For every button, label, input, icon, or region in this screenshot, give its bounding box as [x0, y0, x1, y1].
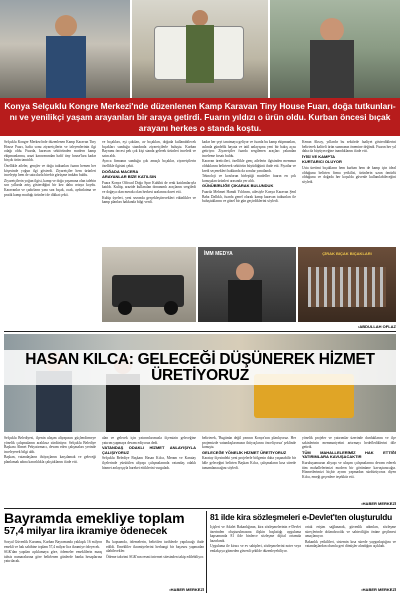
bottom-right-headline: 81 ilde kira sözleşmeleri e-Devlet'ten oluşturuldu: [210, 512, 392, 522]
middle-col-4: [302, 436, 396, 500]
paragraph: Ayrıca firmanın sunduğu çok amaçlı bıçaklar, ziyaretçilerin özellikle ilgisini çekti.: [102, 159, 196, 168]
paragraph: alan ve gelecek için yatırımlarımızla ilçemizin geleceğine yatırım yapmaya devam ediyoruz dedi.: [102, 436, 196, 445]
person-figure: [320, 18, 344, 42]
paragraph: Kenan Aksoy, yıllardır bu sektörde faaliyet gösterdiklerini belirterek kaliteli ürün sunmanın önemine değindi. Fuarın her yıl daha da büyüyeceğine inandıklarını ifade etti.: [302, 140, 396, 154]
photo-offroad-vehicle: [102, 247, 196, 322]
paragraph: Ziyaretçilerin yoğun ilgisi, kamp ve doğa yaşamına olan talebin son yıllarda artış gösterdiğini bir kez daha ortaya koydu. Karavanlar ve çadırların yanı sıra bıçak, ocak, aydınlatma ve pratik kamp mutfağı ürünleri de dikkat çekti.: [4, 178, 96, 197]
paragraph: Ödeme takvimi SGK'nın resmi internet sitesinden takip edilebiliyor.: [106, 554, 204, 559]
middle-col-1: [4, 436, 96, 506]
top-story-col-4: [302, 140, 396, 245]
knife-display: [308, 267, 386, 307]
middle-col-2: [102, 436, 196, 506]
paragraph: Özellikle aileler, gençler ve doğa tutkunları fuarın hemen her köşesinde yoğun ilgi gösterdi. Ziyaretçiler hem ürünleri inceleyip hem de satıcılarla birebir görüşme imkânı buldu.: [4, 163, 96, 178]
middle-col-3: [202, 436, 296, 506]
paragraph: belirterek, 'Bugünün değil yarının Konya'sını planlıyoruz. Her projemizde vatandaşlarımızın ihtiyaçlarını önceliyoruz' şeklinde konuştu.: [202, 436, 296, 450]
subheading: GELECEĞE YÖNELİK HİZMET ÜRETİYORUZ: [202, 449, 287, 455]
subheading: DOĞADA MACERA: [102, 168, 139, 174]
paragraph: Sosyal Güvenlik Kurumu, Kurban Bayramında yaklaşık 16 milyon emekli ve hak sahibine toplam 57,4 milyar lira ikramiye ödeyecek.: [4, 540, 102, 549]
paragraph: Başkan, vatandaşların ihtiyaçlarını karşılamak ve geleceği planlamak adına kararlılıkla çalıştıklarını ifade etti.: [4, 455, 96, 464]
wheel: [164, 301, 178, 315]
top-story-banner: Konya Selçuklu Kongre Merkezi'nde düzenlenen Kamp Karavan Tiny House Fuarı, doğa tutkunları-nı ve yenilikçi yaşam arayanları bir araya getirdi. Fuarın yıldızı o ürün oldu. Kurban öncesi bıçak arayanı herkes o standa koştu.: [0, 98, 400, 136]
top-story-byline: •ABDULLAH OFLAZ: [357, 324, 396, 329]
person-body: [228, 280, 262, 322]
paragraph: yönelik projeler ve yatırımlar üzerinde durduklarını ve ilçe sakinlerinin memnuniyetini artırmayı hedeflediklerini dile getirdi.: [302, 436, 396, 450]
paragraph: Kulüp üyeleri, yeni sezonda gerçekleştirecekleri etkinlikler ve kamp planları hakkında bilgi verdi.: [102, 195, 196, 205]
top-photo-2: [132, 0, 268, 98]
divider: [4, 331, 396, 332]
bottom-left-col-2: [106, 540, 204, 586]
top-photo-3: [270, 0, 400, 98]
paragraph: Karatay ilçesindeki yeni projelerle bölgenin daha yaşanabilir bir hâle geleceğini belirten Başkan Kılca, çalışmaların kısa sürede tamamlanacağını söyledi.: [202, 456, 296, 470]
subheading: TÜM MAHALLELERİMİZ HAK ETTİĞİ YATIRIMLARA KAVUŞACAKTIR: [302, 449, 396, 460]
wheel: [118, 301, 132, 315]
bottom-right-col-1: [210, 525, 301, 592]
photo-knife-stand: [298, 247, 396, 322]
paragraph: Bakanlık yetkilileri, sistemin kısa sürede yaygınlaştığını ve vatandaşlardan olumlu geri dönüşler alındığını açıkladı.: [305, 539, 396, 549]
subheading: ARAYANLAR BİZE KATILSIN: [102, 174, 157, 180]
top-story-col-1: [4, 140, 96, 245]
subheading: GÜNÜBİRLİĞE ÇIKARAK BULUNDUK: [202, 183, 274, 189]
paragraph: kadar her şeyi tanıtmaya geliyor ve fuarda bu kamp ekipmanları, aslında gündelik hayata ve tatil anlayışına yeni bir bakış açısı getiriyor. Ziyaretçiler fuarda sergilenen araçları yakından inceleme fırsatı buldu.: [202, 140, 296, 158]
paragraph: Karavan üreticileri, özellikle genç ailelerin ilgisinden memnun olduklarını belirterek sektörün büyüdüğünü ifade etti. Fiyatlar ve kredi seçenekleri hakkında da sorular yanıtlandı.: [202, 159, 296, 173]
top-story-col-3: [202, 140, 296, 245]
top-story-col-2: [102, 140, 196, 245]
paragraph: ve bıçakları, eşi çakıları, av bıçakları, doğada kullanabilecek bıçakları sunduğu standında ziyaretçilerle buluştu. Kurban Bayramı öncesi pek çok kişi standa gelerek ürünleri inceledi ve satın aldı.: [102, 140, 196, 158]
paragraph: Fuara Konya Offroad Doğa Spor Kulübü de renk katılımlarıyla katıldı. Kulüp, arazide kullanılan donanımlı araçlarını sergiledi ve doğaya olan merakı olan herkesi aralarına davet etti.: [102, 180, 196, 194]
top-photo-1: [0, 0, 130, 98]
paragraph: Bu kapsamda, ödemelerin, belirtilen tarihlerde yapılacağı ifade edildi. Emekliler ikramiyelerini herhangi bir başvuru yapmadan alabilecekler.: [106, 540, 204, 554]
paragraph: Selçuklu Belediye Başkanı Hasan Kılca, Meram ve Karatay ilçelerinde yürütülen altyapı çalışmalarında vatandaş odaklı hizmet anlayışıyla hareket ettiklerini vurguladı.: [102, 456, 196, 470]
paragraph: Uygulama ile kiracı ve ev sahipleri, sözleşmelerini noter veya emlakçıya gitmeden güvenli şekilde düzenleyebiliyor.: [210, 544, 301, 553]
paragraph: İçişleri ve Adalet Bakanlığının, kira sözleşmelerinin e-Devlet üzerinden oluşturulmasına ilişkin başlattığı uygulama kapsamında 81 ilde binlerce sözleşme dijital ortamda hazırlandı.: [210, 525, 301, 543]
subheading: KURTARICI OLUYOR: [302, 159, 342, 165]
bottom-left-headline-1: Bayramda emekliye toplam: [4, 510, 185, 526]
paragraph: Teknoloji ve konforun birleştiği modeller fuarın en çok konuşulan ürünleri arasında yer aldı.: [202, 174, 296, 183]
bottom-right-col-2: [305, 525, 396, 585]
bottom-left-headline-2: 57,4 milyar lira ikramiye ödenecek: [4, 525, 168, 537]
divider-vertical: [206, 511, 207, 593]
person-figure: [236, 263, 254, 281]
bottom-left-byline: •HABER MERKEZİ: [169, 587, 204, 592]
subheading: İYİSİ VE KAMPTA: [302, 153, 336, 159]
paragraph: Usta üretimi bıçakların hem kurban hem de kamp için ideal olduğunu belirten firma yetkilisi, ürünlerin uzun ömürlü olduğunu ve doğada her koşulda güvenle kullanılabileceğini söyledi.: [302, 165, 396, 184]
paragraph: Selçuklu Belediyesi, ilçenin ulaşım altyapısını güçlendirmeye yönelik çalışmalarını aralıksız sürdürüyor. Selçuklu Belediye Başkanı Ahmet Pekyatırmacı, devam eden çalışmaları yerinde inceleyerek bilgi aldı.: [4, 436, 96, 454]
paragraph: Selçuklu Kongre Merkezi'nde düzenlenen Kamp Karavan Tiny House Fuarı, hafta sonu ziyaretçilerin ve izleyenlerinin ilgi odağı oldu. Fuarda, karavan sektöründen modern kamp ekipmanlarına, arazi karavanından hafif tiny house'lara kadar birçok ürün tanıtıldı.: [4, 140, 96, 163]
bottom-right-byline: •HABER MERKEZİ: [361, 587, 396, 592]
person-figure: [55, 15, 77, 37]
middle-byline: •HABER MERKEZİ: [361, 501, 396, 506]
person-figure: [192, 10, 208, 26]
middle-headline: HASAN KILCA: GELECEĞİ DÜŞÜNEREK HİZMET ÜRETİYORUZ: [4, 350, 396, 385]
paragraph: Kuruluşumuzun altyapı ve ulaşım çalışmalarına devam ederek tüm mahallelerimizi modern bir görünüme kavuşturacağız. Hizmetlerimizi hiçbir ayrım yapmadan sürdürüyoruz diyen Kılca, emeği geçenlere teşekkür etti.: [302, 460, 396, 479]
paragraph: ortak erişim sağlanarak, güvenlik adımları, sözleşme süreçlerinde dolandırıcılık ve sahteciliğin önüne geçilmesi amaçlanıyor.: [305, 525, 396, 539]
person-body: [46, 36, 86, 98]
stand-sign: ÇİRAK BIÇAK BIÇAKLARI: [322, 251, 372, 256]
paragraph: Fuarda Mehmet Hamdi Yıldırım, ailesiyle Konya Karavan Şenl Baba Dallıklı, fuarda genel olarak kamp karavan tutkunları ile buluştuklarını ve güzel bir gün geçirdiklerini söyledi.: [202, 189, 296, 204]
subheading: VATANDAŞ ODAKLI HİZMET ANLAYIŞIYLA ÇALIŞIYORUZ: [102, 445, 196, 455]
media-tag: İMM MEDYA: [204, 251, 233, 257]
divider: [4, 508, 396, 509]
person-body: [186, 25, 214, 83]
person-body: [310, 40, 354, 98]
bottom-left-col-1: [4, 540, 102, 592]
paragraph: SGK'dan yapılan açıklamaya göre, ödemeler emeklilerin maaş tahsis numaralarına göre belirlenen günlerde banka hesaplarına yatırılacak.: [4, 550, 102, 564]
photo-media-sign: [198, 247, 296, 322]
